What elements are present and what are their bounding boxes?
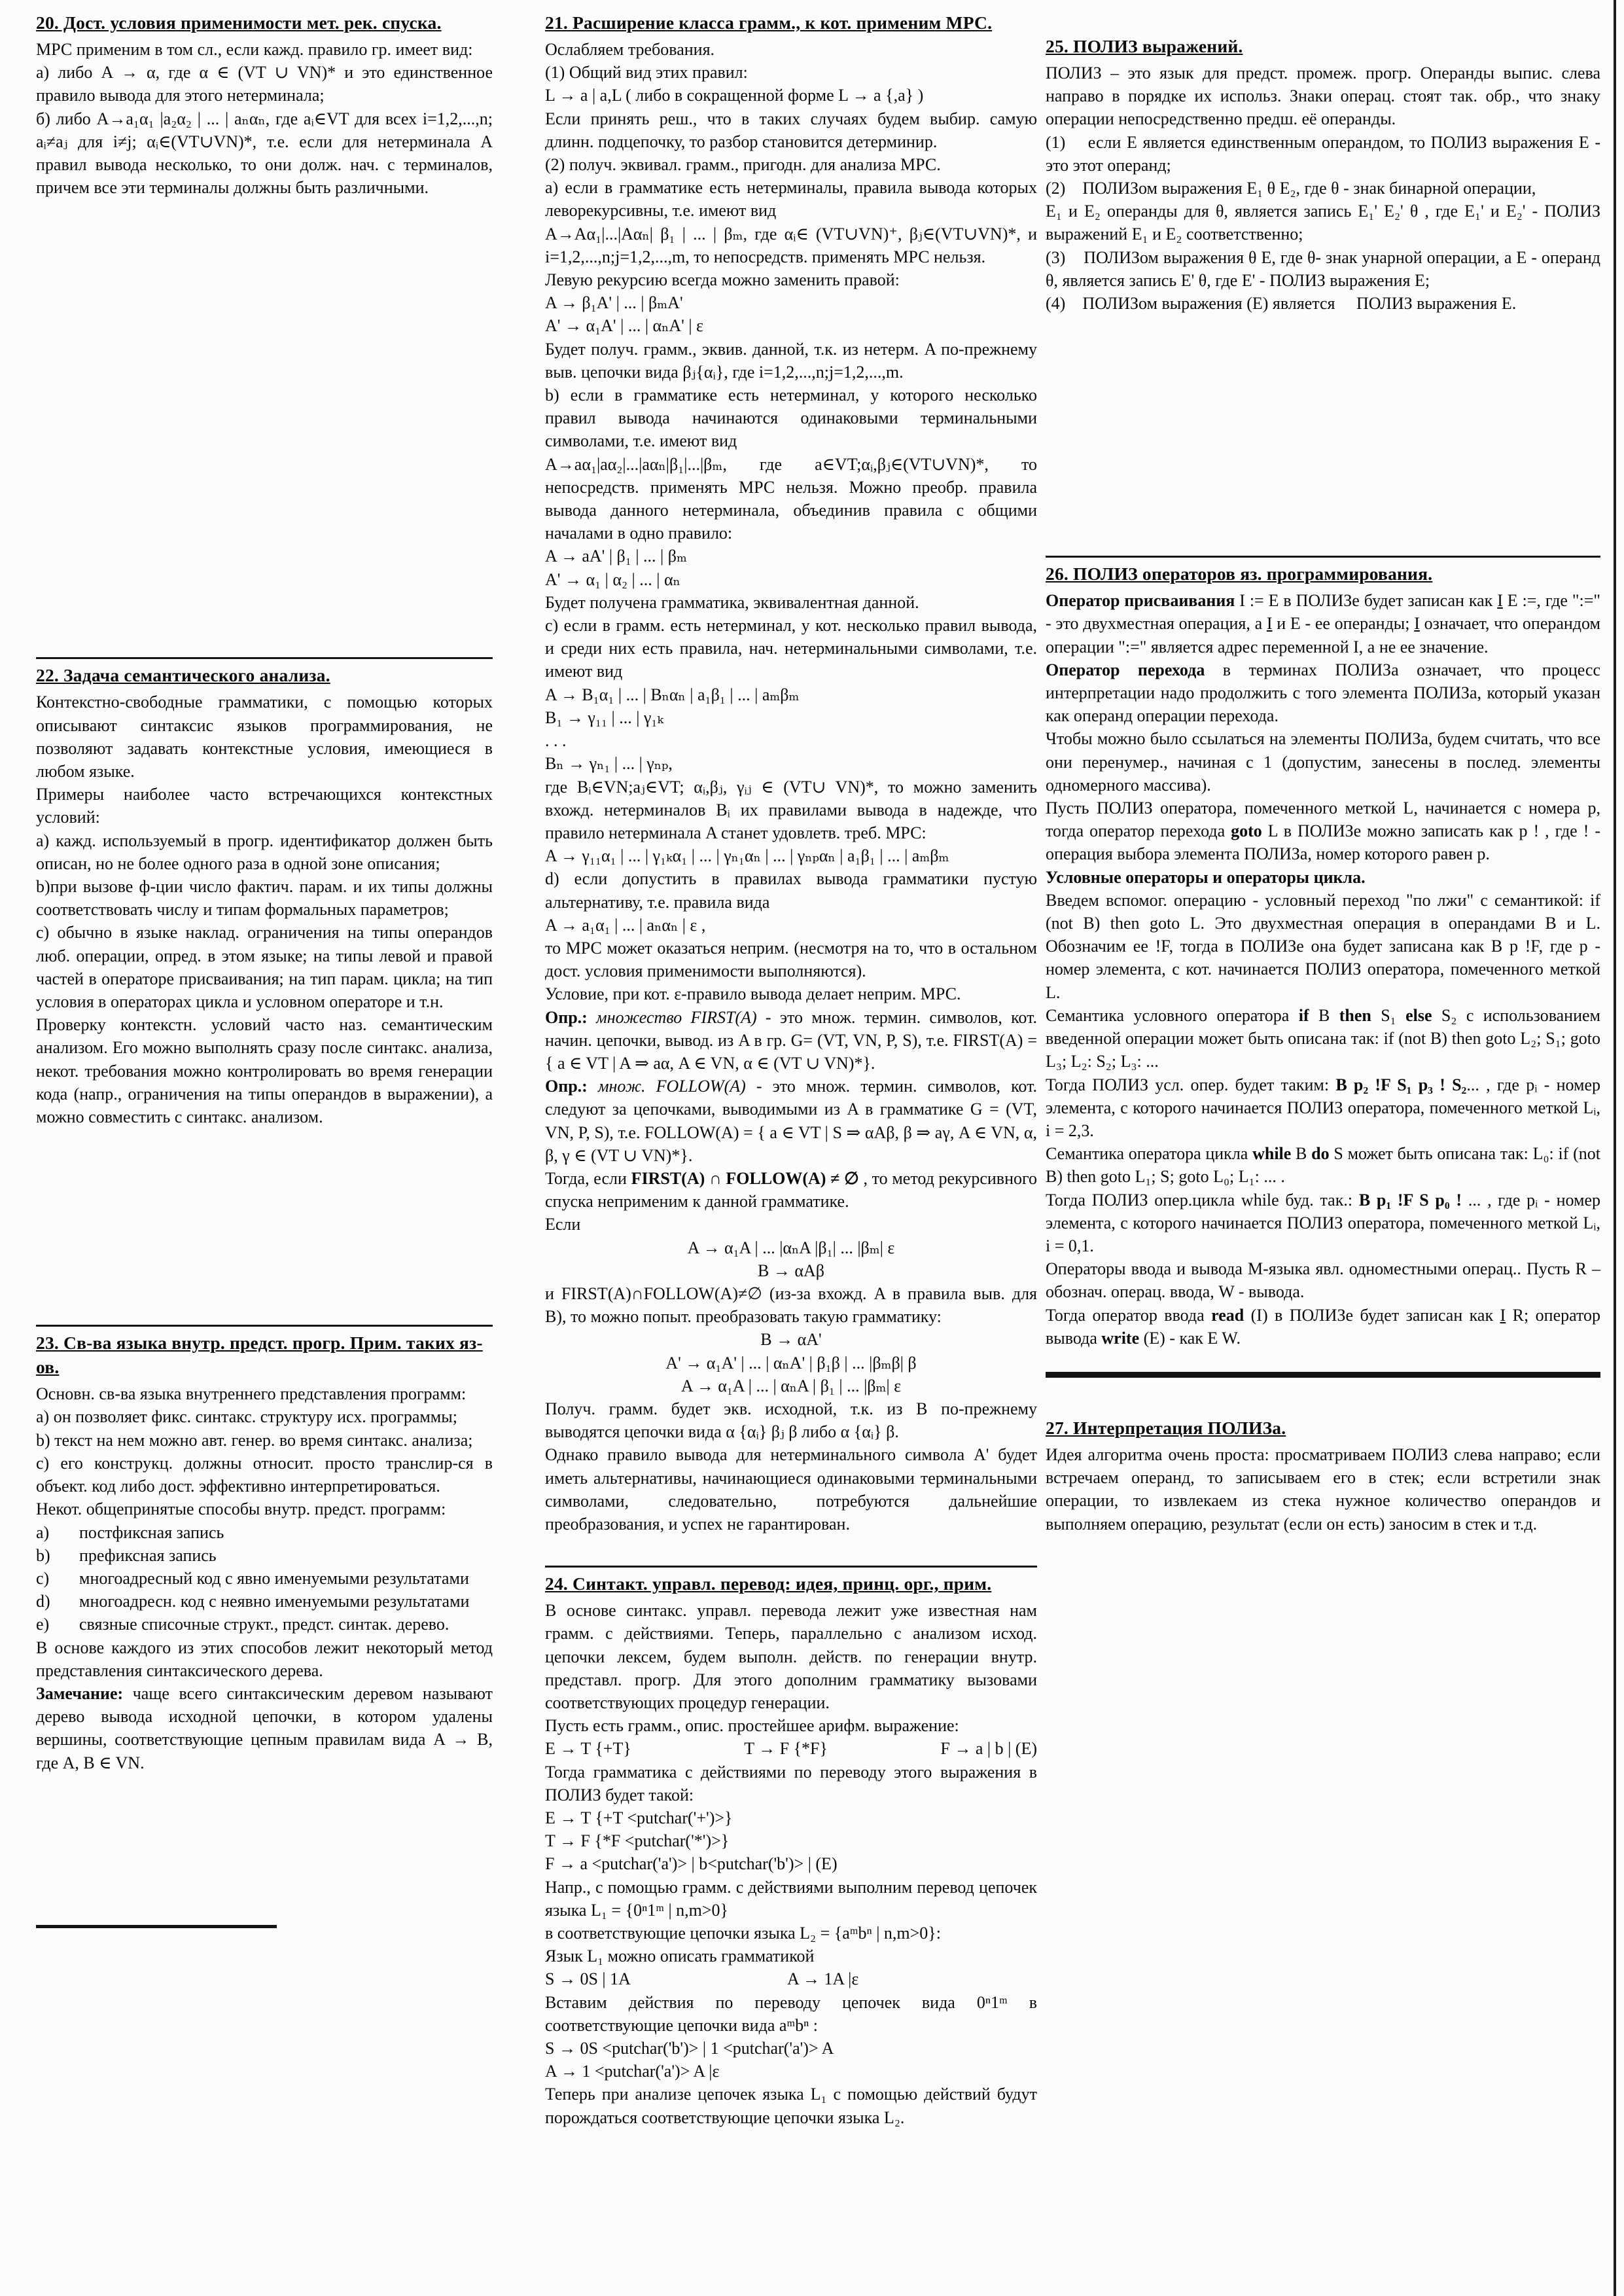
text-run: Введем вспомог. операцию - условный переход "по лжи" с семантикой: if (not B) then goto L. Это двухместная операция в операндами B и L. Обозначим ее !F, тогда в ПОЛИЗе она будет записана как B p !F, где p - номер элемента, с кот. начинается ПОЛИЗ оператора, помеченного меткой L. [1046,890,1600,1002]
paragraph [36,921,493,1013]
text-run: Проверку контекстн. условий часто наз. семантическим анализом. Его можно выполнять сразу после синтакс. анализа, некот. требования можно контролировать во время генерации кода (напр., ограничения на типы операндов в выражении), а можно совместить с синтакс. анализом. [36,1015,493,1127]
list-item [36,1521,493,1544]
paragraph [36,829,493,875]
paragraph [545,982,1037,1005]
text-run: Оператор присваивания [1046,591,1235,611]
text-run: S₂ [1432,1005,1457,1025]
text-run: Вставим действия по переводу цепочек вида 0ⁿ1ᵐ в соответствующие цепочки вида aᵐbⁿ : [545,1992,1037,2035]
text-run: Замечание: [36,1683,124,1703]
list-item [36,1567,493,1590]
paragraph [1046,200,1600,245]
text-run: B → αAβ [758,1261,824,1280]
divider [36,657,493,659]
text-run: многоадресный код с явно именуемыми результатами [79,1568,469,1588]
paragraph [36,107,493,200]
paragraph [545,1167,1037,1213]
text-run: I [1500,1305,1506,1325]
column-middle [545,0,1037,2129]
text-run: Оператор перехода [1046,660,1205,679]
text-run: б) либо A→a₁α₁ |a₂α₂ | ... | aₙαₙ, где aᵢ∈VT для всех i=1,2,...,n; aᵢ≠aⱼ для i≠j; αᵢ∈(VT∪VN)*, т.е. если для нетерминала A правил вывода несколько, то они долж. нач. с терминалов, причем все эти терминалы должны быть различными. [36,109,493,198]
section-24 [545,1571,1037,2129]
formula: E → T {+T} [545,1739,631,1759]
formula-line [545,1259,1037,1282]
section-20-title: 20. Дост. условия применимости мет. рек. спуска. [36,12,442,33]
formula: S → 0S | 1A [545,1969,631,1989]
divider [1046,556,1600,558]
column-right [1046,0,1600,1535]
paragraph [545,867,1037,913]
paragraph [545,614,1037,683]
paragraph [1046,131,1600,177]
text-run: Если [545,1215,581,1234]
text-run: I := E в ПОЛИЗе будет записан как [1235,591,1498,611]
text-run: а) либо A → α, где α ∈ (VT ∪ VN)* и это единственное правило вывода для этого нетерминала; [36,63,493,105]
text-run: B [1291,1144,1312,1164]
paragraph [545,107,1037,153]
text-run: то МРС может оказаться неприм. (несмотря на то, что в остальном дост. условия применимости выполняются). [545,938,1037,981]
paragraph [545,1876,1037,1922]
text-run [588,1008,596,1027]
text-run: e) [36,1615,50,1634]
paragraph [545,1006,1037,1075]
text-run: В основе каждого из этих способов лежит некоторый метод представления синтаксического дерева. [36,1638,493,1680]
text-run: b)при вызове ф-ции число фактич. парам. и их типы должны соответствовать числу и типам формальных параметров; [36,877,493,920]
divider [36,1325,493,1327]
text-run: L в ПОЛИЗе можно записать как p ! , где ! - операция выбора элемента ПОЛИЗа, номер которого равен p. [1046,821,1600,864]
text-run: a) [36,1522,50,1542]
text-run: B p₂ !F S₁ p₃ ! S₂ [1335,1075,1467,1094]
formula-line [545,568,1037,591]
paragraph [1046,658,1600,728]
text-run: и E - ее операнды; [1272,614,1415,634]
text-run: связные списочные структ., предст. синтак. дерево. [79,1615,450,1634]
section-22 [36,663,493,1128]
paragraph [545,384,1037,453]
text-run: с) обычно в языке наклад. ограничения на типы операндов люб. операции, опред. в этом языке; на типы левой и правой частей в операторе присваивания; на тип парам. цикла; на тип условия в операторах цикла и условном операторе и т.н. [36,923,493,1012]
paragraph [545,1945,1037,1967]
text-run: d) [36,1592,50,1611]
list-item [36,1613,493,1636]
text-run: ПОЛИЗ – это язык для предст. промеж. прогр. Операнды выпис. слева направо в порядке их использ. Знаки операц. стоят так. обр., что знаку операции непосредственно предш. её операнды. [1046,63,1600,129]
paragraph [545,223,1037,268]
text-run: Контекстно-свободные грамматики, с помощью которых описывают синтаксис языков программирования, не позволяют задавать контекстные условия, имеющиеся в любом языке. [36,692,493,781]
text-run: Тогда ПОЛИЗ усл. опер. будет таким: [1046,1075,1336,1094]
text-run: b) если в грамматике есть нетерминал, у которого несколько правил вывода начинаются одинаковыми терминальными символами, т.е. имеют вид [545,386,1037,451]
text-run: (1) Общий вид этих правил: [545,63,748,82]
formula-line [545,1374,1037,1397]
text-run: then [1339,1005,1371,1025]
text-run: read [1211,1305,1244,1325]
text-run: Условие, при кот. ε-правило вывода делает неприм. МРС. [545,984,961,1004]
formula: F → a | b | (E) [940,1739,1037,1759]
section-26 [1046,562,1600,1350]
paragraph [1046,1073,1600,1143]
formula-line [545,2037,1037,2060]
formula-line [545,683,1037,706]
text-run: B [1309,1005,1339,1025]
paragraph [545,453,1037,545]
scan-edge-line [1614,0,1616,2296]
paragraph [1046,62,1600,131]
text-run: Теперь при анализе цепочек языка L₁ с помощью действий будут порождаться соответствующие цепочки языка L₂. [545,2085,1037,2127]
text-run: c) его конструкц. должны относит. просто транслир-ся в объект. код либо дост. эффективно интерпретироваться. [36,1453,493,1496]
paragraph [1046,1304,1600,1350]
formula-row [545,1967,1037,1990]
text-run: Ослабляем требования. [545,40,715,59]
text-run: Bₙ → γₙ₁ | ... | γₙₚ, [545,754,673,774]
paragraph [545,1922,1037,1945]
paragraph [1046,889,1600,1004]
paragraph [36,61,493,107]
text-run: многоадресн. код с неявно именуемыми результатами [79,1592,470,1611]
formula-line [545,314,1037,337]
text-run: - это множ. термин. символов, кот. начин. цепочки, вывод. из A в гр. G= (VT, VN, P, S), т.е. FIRST(A) = { a ∈ VT | A ⇒ aα, A ∈ VN, α ∈ (VT ∪ VN)*}. [545,1007,1037,1073]
text-run: (2) получ. эквивал. грамм., пригодн. для анализа МРС. [545,155,941,175]
text-run: в соответствующие цепочки языка L₂ = {aᵐbⁿ | n,m>0}: [545,1924,941,1943]
list-item [36,1590,493,1613]
text-run: while [1252,1144,1292,1164]
text-run: b) [36,1545,50,1565]
text-run: в терминах ПОЛИЗа означает, что процесс интерпретации надо продолжить с того элемента ПОЛИЗа, который указан как операнд операции перехода. [1046,660,1600,726]
paragraph [36,1636,493,1682]
paragraph [36,1013,493,1128]
paragraph [1046,1189,1600,1258]
text-run: ... , где pᵢ - номер элемента, с которого начинается ПОЛИЗ оператора, помеченного меткой Lᵢ, i = 2,3. [1046,1075,1600,1140]
formula-line [545,1806,1037,1829]
paragraph [36,1405,493,1428]
text-run: Тогда грамматика с действиями по переводу этого выражения в ПОЛИЗ будет такой: [545,1762,1037,1804]
text-run: где Bᵢ∈VN;aⱼ∈VT; αᵢ,βⱼ, γᵢⱼ ∈ (VT∪ VN)*, то можно заменить вхожд. нетерминалов Bᵢ их правилами вывода в надежде, что правило нетерминала A станет удовлетв. треб. МРС: [545,777,1037,842]
text-run: В основе синтакс. управл. перевода лежит уже известная нам грамм. с действиями. Теперь, параллельно с анализом исход. цепочки лексем, будем выполн. действ. по генерации внутр. представл. прогр. Для этого дополним грамматику вызовами соответствующих процедур генерации. [545,1601,1037,1713]
text-run: может быть описана так: L₀: if (not B) then goto L₁; S; goto L₀; L₁: ... . [1046,1144,1600,1187]
paragraph [1046,589,1600,658]
text-run: I [1266,614,1273,634]
paragraph [1046,797,1600,866]
text-run: Примеры наиболее часто встречающихся контекстных условий: [36,785,493,827]
text-run: A→aα₁|aα₂|...|aαₙ|β₁|...|βₘ, где a∈VT;αᵢ,βⱼ∈(VT∪VN)*, то непосредств. применять МРС нельзя. Можно преобр. правила вывода данного нетерминала, объединив правила с общими началами в одно правило: [545,454,1037,543]
text-run: c) [36,1568,50,1588]
text-run: E₁ и E₂ операнды для θ, является запись E₁' E₂' θ , где E₁' и E₂' - ПОЛИЗ выражений E₁ и E₂ соответственно; [1046,202,1600,244]
paragraph [545,937,1037,982]
text-run: A → 1 <putchar('a')> A |ε [545,2062,720,2081]
text-run: c) если в грамм. есть нетерминал, у кот. несколько правил вывода, и среди них есть правила, нач. нетерминальными символами, т.е. имеют вид [545,616,1037,681]
paragraph [545,2083,1037,2128]
end-divider [36,1925,277,1928]
paragraph [36,783,493,829]
text-run: FIRST(A) ∩ FOLLOW(A) ≠ ∅ [631,1168,859,1188]
paragraph [545,1075,1037,1167]
paragraph [545,268,1037,291]
paragraph [545,1213,1037,1236]
text-run: чаще всего синтаксическим деревом называют дерево вывода исходной цепочки, в котором удалены вершины, соответствующие цепным правилам вида A → B, где A, B ∈ VN. [36,1683,493,1772]
text-run: (I) в ПОЛИЗе будет записан как [1244,1305,1500,1325]
text-run: Однако правило вывода для нетерминального символа A' будет иметь альтернативы, начинающиеся одинаковыми терминальными символами, следовательно, потребуются дальнейшие преобразования, и успех не гарантирован. [545,1445,1037,1534]
text-run: S [1329,1144,1348,1164]
formula-line [545,1328,1037,1351]
text-run: I [1497,591,1503,611]
paragraph [1046,1004,1600,1073]
paragraph [36,1498,493,1520]
paragraph [545,1761,1037,1806]
text-run: S → 0S <putchar('b')> | 1 <putchar('a')> A [545,2039,834,2058]
paragraph [1046,246,1600,292]
text-run: означает, что операндом операции ":=" является адрес переменной I, а не ее значение. [1046,614,1600,656]
text-run: B₁ → γ₁₁ | ... | γ₁ₖ [545,708,663,727]
formula-line [545,844,1037,867]
text-run: do [1311,1144,1330,1164]
text-run: S₁ [1371,1005,1406,1025]
paragraph [1046,1257,1600,1303]
text-run: Пусть есть грамм., опис. простейшее арифм. выражение: [545,1716,959,1736]
text-run: Напр., с помощью грамм. с действиями выполним перевод цепочек языка L₁ = {0ⁿ1ᵐ | n,m>0} [545,1877,1037,1920]
paragraph [1046,1142,1600,1188]
text-run: с использованием введенной операции может быть описана так: if (not B) then goto L₂; S₁; goto L₃; L₂: S₂; L₃: ... [1046,1005,1600,1071]
paragraph [545,1599,1037,1714]
text-run: R; оператор вывода [1046,1305,1600,1348]
paragraph [545,338,1037,384]
paragraph [545,153,1037,176]
paragraph [1046,1443,1600,1535]
formula-line [545,1829,1037,1852]
paragraph [545,1443,1037,1535]
section-23-title: 23. Св-ва языка внутр. предст. прогр. Прим. таких яз-ов. [36,1333,483,1378]
text-run: Левую рекурсию всегда можно заменить правой: [545,270,900,290]
text-run: (4) ПОЛИЗом выражения (E) является ПОЛИЗ выражения E. [1046,294,1517,314]
text-run: A → a₁α₁ | ... | aₙαₙ | ε , [545,915,706,935]
text-run: A → B₁α₁ | ... | Bₙαₙ | a₁β₁ | ... | aₘβₘ [545,685,800,704]
formula-line [545,706,1037,729]
paragraph [1046,292,1600,315]
paragraph [545,1282,1037,1328]
paragraph [36,1682,493,1774]
text-run: Условные операторы и операторы цикла. [1046,867,1366,887]
text-run: Операторы ввода и вывода М-языка явл. одноместными операц.. Пусть R – обознач. операц. ввода, W - вывода. [1046,1259,1600,1302]
section-27 [1046,1416,1600,1535]
text-run: Если принять реш., что в таких случаях будем выбир. самую длинн. подцепочку, то разбор становится детерминир. [545,109,1037,151]
section-25-title: 25. ПОЛИЗ выражений. [1046,36,1243,56]
paragraph [545,61,1037,84]
text-run: постфиксная запись [79,1522,224,1542]
text-run: A' → α₁A' | ... | αₙA' | β₁β | ... |βₘβ| β [665,1353,917,1372]
text-run: T → F {*F <putchar('*')>} [545,1831,730,1851]
formula-line [545,729,1037,752]
section-27-title: 27. Интерпретация ПОЛИЗа. [1046,1417,1286,1438]
text-run [588,1077,598,1096]
text-run: F → a <putchar('a')> | b<putchar('b')> | (E) [545,1854,838,1874]
text-run: A' → α₁A' | ... | αₙA' | ε [545,316,703,336]
text-run: Получ. грамм. будет экв. исходной, т.к. из B по-прежнему выводятся цепочки вида α {αᵢ} βⱼ β либо α {αᵢ} β. [545,1399,1037,1442]
text-run: A→Aα₁|...|Aαₙ| β₁ | ... | βₘ, где αᵢ∈ (VT∪VN)⁺, βⱼ∈(VT∪VN)*, и i=1,2,...,n;j=1,2,...,m, то непосредств. применять МРС нельзя. [545,224,1037,266]
section-23 [36,1331,493,1774]
divider [1046,1372,1600,1378]
formula-line [545,2060,1037,2083]
formula-line [545,1352,1037,1374]
text-run: Будет получена грамматика, эквивалентная данной. [545,592,919,612]
text-run: Основн. св-ва языка внутреннего представления программ: [36,1384,467,1404]
formula-line [545,545,1037,567]
paragraph [36,38,493,61]
formula-line [545,1852,1037,1875]
text-run: b) текст на нем можно авт. генер. во время синтакс. анализа; [36,1430,473,1450]
text-run: L → a | a,L ( либо в сокращенной форме L → a {,a} ) [545,86,924,105]
text-run: , то метод рекурсивного спуска неприменим к данной грамматике. [545,1168,1038,1211]
paragraph [545,1397,1037,1443]
paragraph [545,1714,1037,1737]
list-item [36,1544,493,1567]
subheading [1046,866,1600,889]
formula-line [545,914,1037,937]
text-run: A' → α₁ | α₂ | ... | αₙ [545,569,680,589]
section-22-title: 22. Задача семантического анализа. [36,665,330,686]
paragraph [36,1429,493,1452]
text-run: B p₁ !F S p₀ ! [1358,1190,1462,1210]
text-run: (2) ПОЛИЗом выражения E₁ θ E₂, где θ - знак бинарной операции, [1046,179,1536,198]
section-25 [1046,34,1600,315]
text-run: а) если в грамматике есть нетерминалы, правила вывода которых леворекурсивны, т.е. имеют вид [545,178,1037,221]
text-run: Семантика оператора цикла [1046,1144,1253,1164]
text-run: if [1298,1005,1309,1025]
text-run: A → β₁A' | ... | βₘA' [545,293,683,313]
text-run: Семантика условного оператора [1046,1005,1299,1025]
paragraph [545,38,1037,61]
paragraph [545,591,1037,614]
text-run: . . . [545,731,567,751]
text-run: goto [1231,821,1262,841]
section-20 [36,10,493,199]
text-run: МРС применим в том сл., если кажд. правило гр. имеет вид: [36,40,473,59]
text-run: E → T {+T <putchar('+')>} [545,1808,733,1828]
section-24-title: 24. Синтакт. управл. перевод: идея, принц. орг., прим. [545,1573,992,1594]
text-run: Пусть ПОЛИЗ оператора, помеченного меткой L, начинается с номера p, тогда оператор перехода [1046,798,1600,841]
text-run: множ. FOLLOW(A) [597,1077,746,1096]
text-run: Тогда оператор ввода [1046,1305,1212,1325]
text-run: A → γ₁₁α₁ | ... | γ₁ₖα₁ | ... | γₙ₁αₙ | ... | γₙₚαₙ | a₁β₁ | ... | aₘβₘ [545,846,949,866]
section-21-title: 21. Расширение класса грамм., к кот. применим МРС. [545,12,993,33]
paragraph [545,176,1037,222]
divider [545,1566,1037,1568]
text-run: A → α₁A | ... |αₙA |β₁| ... |βₘ| ε [687,1238,895,1257]
text-run: и FIRST(A)∩FOLLOW(A)≠∅ (из-за вхожд. A в правила выв. для B), то можно попыт. преобразовать такую грамматику: [545,1283,1037,1327]
formula-line [545,291,1037,314]
column-left [36,0,493,1928]
text-run: E :=, где ":=" - это двухместная операция, а [1046,591,1600,634]
paragraph [545,1991,1037,2037]
paragraph [36,691,493,783]
text-run: - это множ. термин. символов, кот. следуют за цепочками, выводимыми из A в грамматике G = (VT, VN, P, S), т.е. FOLLOW(A) = { a ∈ VT | S ⇒ αAβ, β ⇒ aγ, A ∈ VN, α, β, γ ∈ (VT ∪ VN)*}. [545,1077,1037,1165]
text-run: Будет получ. грамм., эквив. данной, т.к. из нетерм. A по-прежнему выв. цепочки вида βⱼ{αᵢ}, где i=1,2,...,n;j=1,2,...,m. [545,339,1037,382]
text-run: Идея алгоритма очень проста: просматриваем ПОЛИЗ слева направо; если встречаем операнд, то записываем его в стек; если встретили знак операции, то извлекаем из стека нужное количество операндов и выполняем операцию, результат (если он есть) заносим в стек и т.д. [1046,1444,1600,1534]
paragraph [545,776,1037,845]
formula-line [545,752,1037,775]
text-run: (3) ПОЛИЗом выражения θ E, где θ- знак унарной операции, а E - операнд θ, является запись E' θ, где E' - ПОЛИЗ выражения E; [1046,247,1600,290]
formula-row [545,1737,1037,1760]
section-26-title: 26. ПОЛИЗ операторов яз. программирования. [1046,564,1433,584]
text-run: else [1405,1005,1432,1025]
formula: A → 1A |ε [787,1969,859,1989]
text-run: A → aA' | β₁ | ... | βₘ [545,547,687,566]
text-run: I [1414,614,1420,634]
text-run: префиксная запись [79,1545,217,1565]
text-run: Опр.: [545,1007,588,1027]
text-run: Опр.: [545,1077,588,1096]
paragraph [1046,727,1600,797]
formula: T → F {*F} [744,1739,828,1759]
text-run: d) если допустить в правилах вывода грамматики пустую альтернативу, т.е. правила вида [545,869,1037,912]
text-run: (1) если E является единственным операндом, то ПОЛИЗ выражения E - это этот операнд; [1046,132,1600,175]
text-run: а) кажд. используемый в прогр. идентификатор должен быть описан, но не более одного раза в одной зоне описания; [36,831,493,873]
text-run: ... , где pᵢ - номер элемента, с которого начинается ПОЛИЗ оператора, помеченного меткой Lᵢ, i = 0,1. [1046,1190,1600,1255]
text-run: а) он позволяет фикс. синтакс. структуру исх. программы; [36,1407,457,1427]
text-run: Тогда, если [545,1168,631,1188]
section-21 [545,10,1037,1535]
paragraph [36,875,493,921]
text-run: Чтобы можно было ссылаться на элементы ПОЛИЗа, будем считать, что все они перенумер., начиная с 1 (допустим, занесены в послед. элементы одномерного массива). [1046,729,1600,795]
paragraph [36,1452,493,1498]
paragraph [36,1382,493,1405]
text-run: множество FIRST(A) [596,1007,757,1027]
paragraph [1046,177,1600,200]
text-run: write [1101,1328,1140,1348]
text-run: Язык L₁ можно описать грамматикой [545,1946,815,1966]
formula-line [545,84,1037,107]
text-run: B → αA' [760,1330,822,1350]
text-run: Некот. общепринятые способы внутр. предст. программ: [36,1499,446,1519]
text-run: A → α₁A | ... | αₙA | β₁ | ... |βₘ| ε [680,1376,902,1395]
formula-line [545,1236,1037,1259]
text-run: (E) - как E W. [1139,1328,1241,1348]
text-run: Тогда ПОЛИЗ опер.цикла while буд. так.: [1046,1190,1359,1210]
